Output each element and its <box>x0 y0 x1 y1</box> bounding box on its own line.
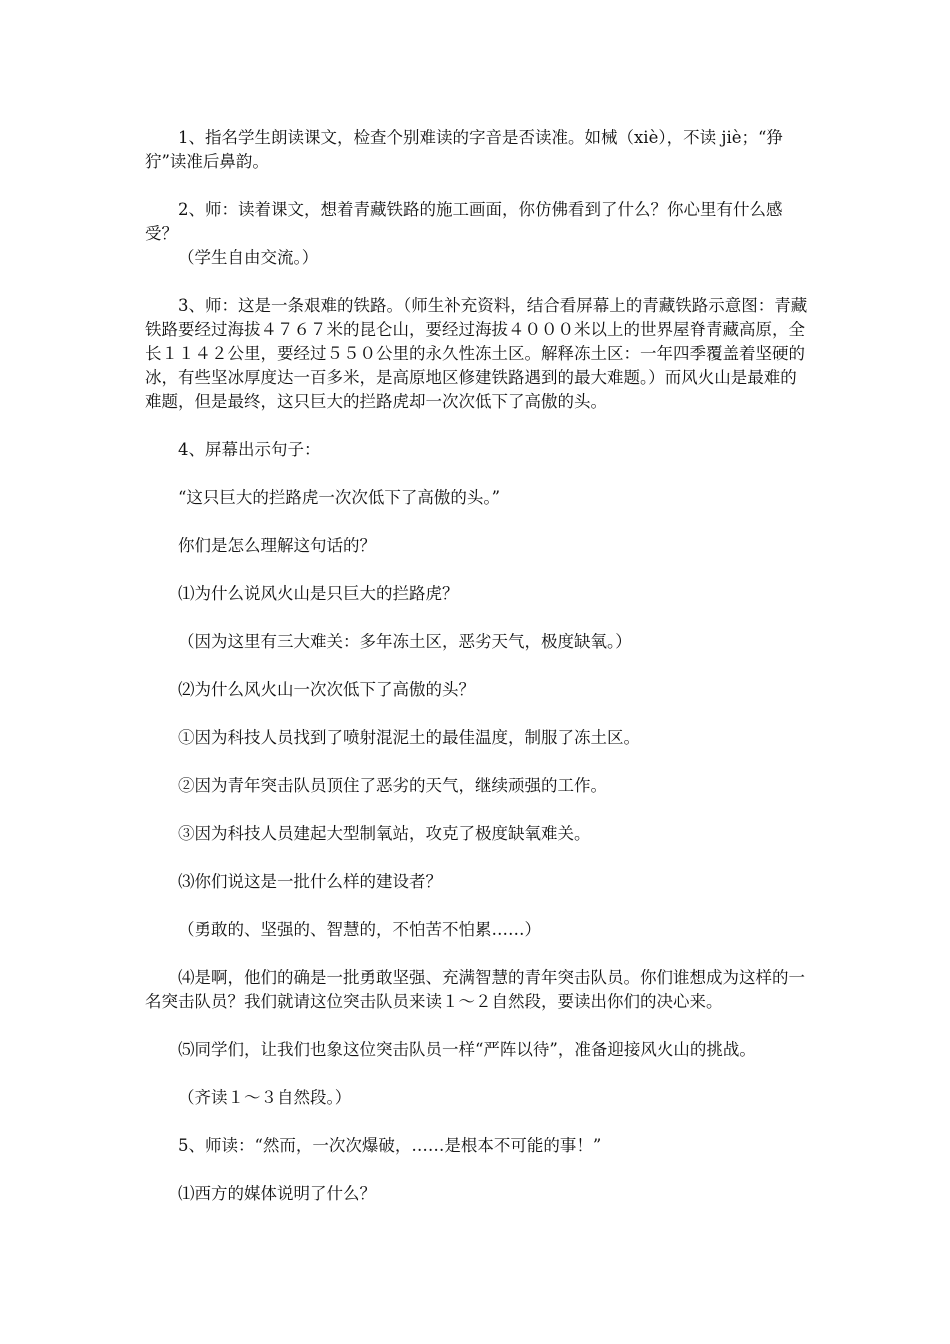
paragraph-1: 1、指名学生朗读课文，检查个别难读的字音是否读准。如械（xiè），不读 jiè；“狰狞”读准后鼻韵。 <box>145 128 783 171</box>
paragraph-9: （因为这里有三大难关：多年冻土区，恶劣天气，极度缺氧。） <box>178 632 632 651</box>
paragraph-20: ⑴西方的媒体说明了什么？ <box>178 1184 376 1203</box>
paragraph-10: ⑵为什么风火山一次次低下了高傲的头？ <box>178 680 475 699</box>
paragraph-7: 你们是怎么理解这句话的？ <box>178 536 376 555</box>
paragraph-6: “这只巨大的拦路虎一次次低下了高傲的头。” <box>178 488 501 507</box>
paragraph-8: ⑴为什么说风火山是只巨大的拦路虎？ <box>178 584 459 603</box>
paragraph-19: 5、师读：“然而，一次次爆破，……是根本不可能的事！” <box>178 1136 602 1155</box>
paragraph-11: ①因为科技人员找到了喷射混泥土的最佳温度，制服了冻土区。 <box>178 728 640 747</box>
paragraph-14: ⑶你们说这是一批什么样的建设者？ <box>178 872 442 891</box>
paragraph-18: （齐读１～３自然段。） <box>178 1088 352 1107</box>
paragraph-12: ②因为青年突击队员顶住了恶劣的天气，继续顽强的工作。 <box>178 776 607 795</box>
paragraph-3: （学生自由交流。） <box>178 248 319 267</box>
paragraph-15: （勇敢的、坚强的、智慧的，不怕苦不怕累……） <box>178 920 541 939</box>
paragraph-5: 4、屏幕出示句子： <box>178 440 321 459</box>
paragraph-17: ⑸同学们，让我们也象这位突击队员一样“严阵以待”，准备迎接风火山的挑战。 <box>178 1040 756 1059</box>
paragraph-16: ⑷是啊，他们的确是一批勇敢坚强、充满智慧的青年突击队员。你们谁想成为这样的一名突击队员？我们就请这位突击队员来读１～２自然段，要读出你们的决心来。 <box>145 968 805 1011</box>
paragraph-2: 2、师：读着课文，想着青藏铁路的施工画面，你仿佛看到了什么？你心里有什么感受？ <box>145 200 783 243</box>
paragraph-13: ③因为科技人员建起大型制氧站，攻克了极度缺氧难关。 <box>178 824 591 843</box>
paragraph-4: 3、师：这是一条艰难的铁路。（师生补充资料，结合看屏幕上的青藏铁路示意图：青藏铁路要经过海拔４７６７米的昆仑山，要经过海拔４０００米以上的世界屋脊青藏高原，全长１１４２公里，要经过５５０公里的永久性冻土区。解释冻土区：一年四季覆盖着坚硬的冰，有些坚冰厚度达一百多米，是高原地区修建铁路遇到的最大难题。）而风火山是最难的难题，但是最终，这只巨大的拦路虎却一次次低下了高傲的头。 <box>145 296 808 411</box>
